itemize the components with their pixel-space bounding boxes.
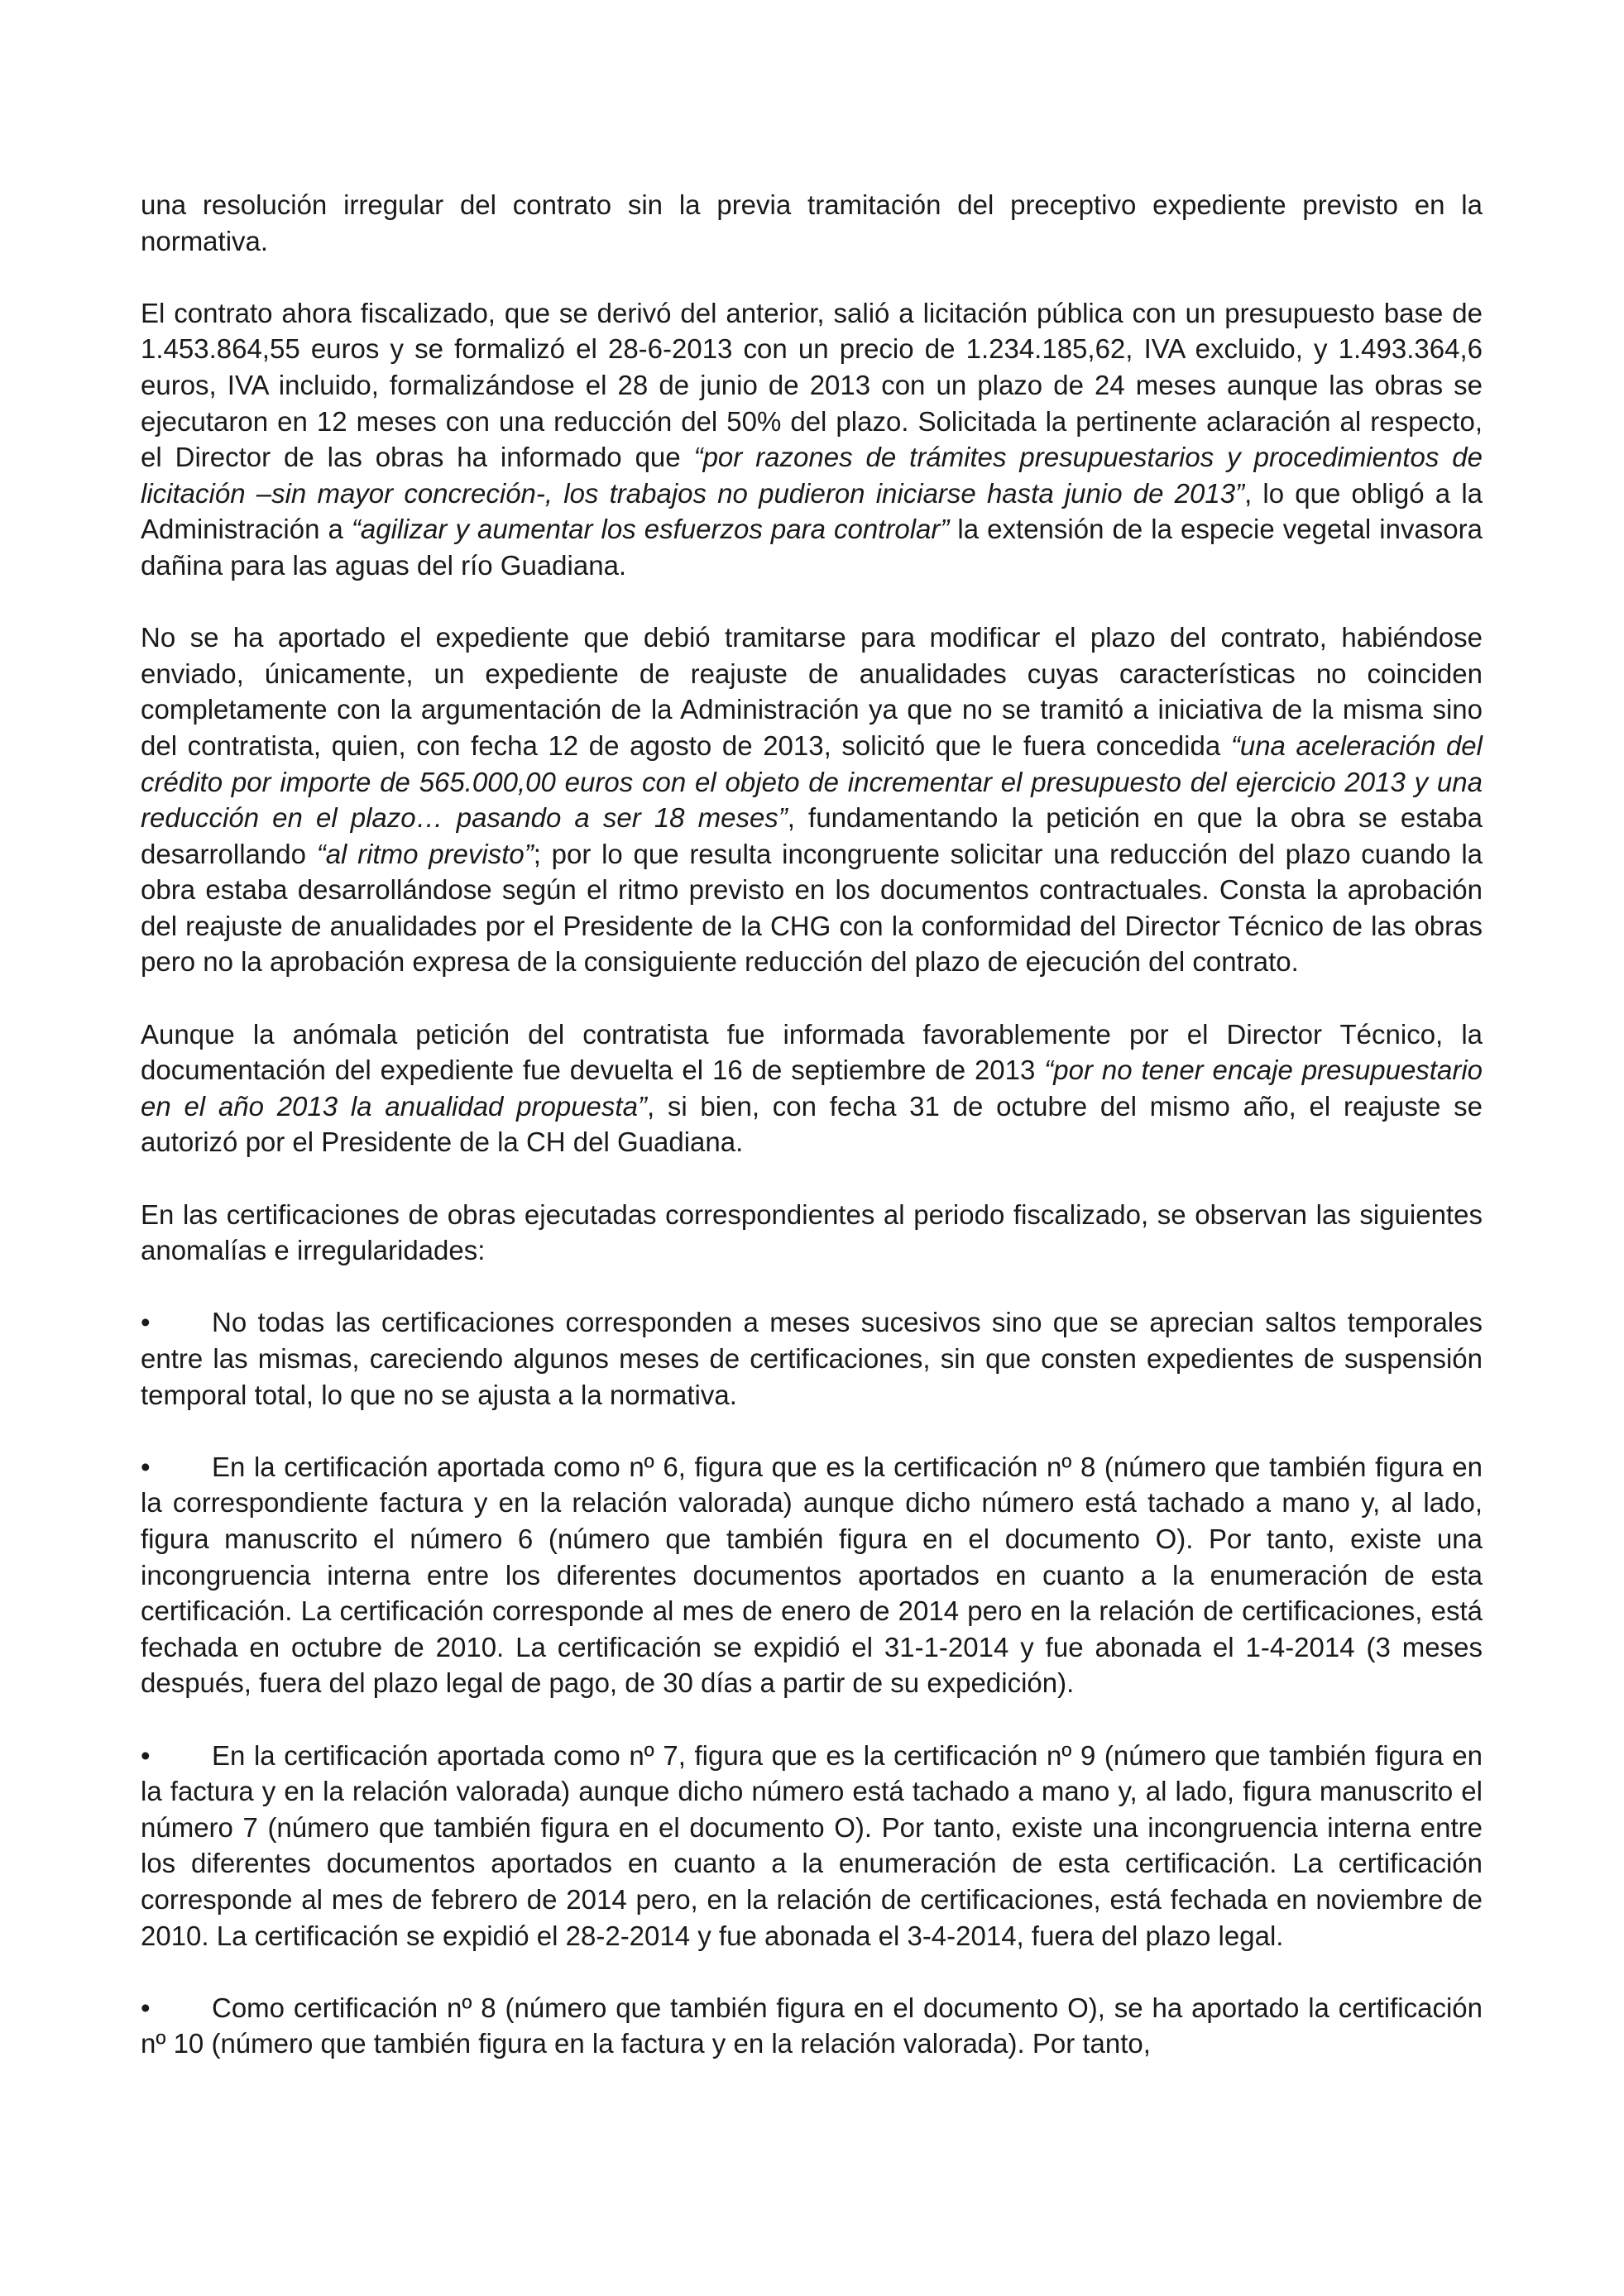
quote-director: “por razones de trámites presupuestarios y procedimientos de licitación –sin mayor concreción-, los trabajos no pudieron iniciarse hasta junio de 2013” bbox=[141, 442, 1483, 509]
paragraph-text: Aunque la anómala petición del contratista fue informada favorablemente por el Director Técnico, la documentación del expediente fue devuelta el 16 de septiembre de 2013 bbox=[141, 1018, 1483, 1086]
quote-encaje: “por no tener encaje presupuestario en el año 2013 la anualidad propuesta” bbox=[141, 1055, 1483, 1122]
bullet-item bbox=[141, 1990, 1483, 2062]
bullet-text: En la certificación aportada como nº 7, figura que es la certificación nº 9 (número que también figura en la factura y en la relación valorada) aunque dicho número está tachado a mano y, al lado, figura manuscrito el número 7 (número que también figura en el documento O). Por tanto, existe una incongruencia interna entre los diferentes documentos aportados en cuanto a la enumeración de esta certificación. La certificación corresponde al mes de febrero de 2014 pero, en la relación de certificaciones, está fechada en noviembre de 2010. La certificación se expidió el 28-2-2014 y fue abonada el 3-4-2014, fuera del plazo legal. bbox=[141, 1739, 1483, 1951]
bullet-marker: • bbox=[141, 1307, 151, 1338]
paragraph-expediente bbox=[141, 619, 1483, 980]
paragraph-text: , lo que obligó a la Administración a bbox=[141, 477, 1483, 545]
bullet-text: Como certificación nº 8 (número que también figura en el documento O), se ha aportado la certificación nº 10 (número que también figura en la factura y en la relación valorada). Por tanto, bbox=[141, 1992, 1483, 2059]
document-page bbox=[141, 187, 1483, 2097]
bullet-item bbox=[141, 1738, 1483, 1954]
bullet-text: No todas las certificaciones corresponden a meses sucesivos sino que se aprecian saltos temporales entre las mismas, careciendo algunos meses de certificaciones, sin que consten expedientes de suspensión temporal total, lo que no se ajusta a la normativa. bbox=[141, 1307, 1483, 1410]
quote-aceleracion: “una aceleración del crédito por importe de 565.000,00 euros con el objeto de incrementar el presupuesto del ejercicio 2013 y una reducción en el plazo… pasando a ser 18 meses” bbox=[141, 729, 1483, 834]
paragraph-text: una resolución irregular del contrato sin la previa tramitación del preceptivo expediente previsto en la normativa. bbox=[141, 189, 1483, 256]
bullet-item bbox=[141, 1449, 1483, 1701]
paragraph-text: , si bien, con fecha 31 de octubre del mismo año, el reajuste se autorizó por el Presidente de la CH del Guadiana. bbox=[141, 1090, 1483, 1158]
paragraph-contrato bbox=[141, 295, 1483, 584]
bullet-text: En la certificación aportada como nº 6, figura que es la certificación nº 8 (número que también figura en la correspondiente factura y en la relación valorada) aunque dicho número está tachado a mano y, al lado, figura manuscrito el número 6 (número que también figura en el documento O). Por tanto, existe una incongruencia interna entre los diferentes documentos aportados en cuanto a la enumeración de esta certificación. La certificación corresponde al mes de enero de 2014 pero en la relación de certificaciones, está fechada en octubre de 2010. La certificación se expidió el 31-1-2014 y fue abonada el 1-4-2014 (3 meses después, fuera del plazo legal de pago, de 30 días a partir de su expedición). bbox=[141, 1451, 1483, 1699]
bullet-marker: • bbox=[141, 1992, 151, 2023]
bullet-item bbox=[141, 1304, 1483, 1413]
paragraph-text: No se ha aportado el expediente que debió tramitarse para modificar el plazo del contrato, habiéndose enviado, únicamente, un expediente de reajuste de anualidades cuyas características no coinciden completamente con la argumentación de la Administración ya que no se tramitó a iniciativa de la misma sino del contratista, quien, con fecha 12 de agosto de 2013, solicitó que le fuera concedida bbox=[141, 622, 1483, 761]
paragraph-peticion bbox=[141, 1016, 1483, 1160]
paragraph-text: El contrato ahora fiscalizado, que se derivó del anterior, salió a licitación pública con un presupuesto base de 1.453.864,55 euros y se formalizó el 28-6-2013 con un precio de 1.234.185,62, IVA excluido, y 1.493.364,6 euros, IVA incluido, formalizándose el 28 de junio de 2013 con un plazo de 24 meses aunque las obras se ejecutaron en 12 meses con una reducción del 50% del plazo. Solicitada la pertinente aclaración al respecto, el Director de las obras ha informado que bbox=[141, 297, 1483, 473]
quote-ritmo: “al ritmo previsto” bbox=[316, 838, 534, 869]
bullet-marker: • bbox=[141, 1451, 151, 1482]
paragraph-resolucion bbox=[141, 187, 1483, 259]
paragraph-text: la extensión de la especie vegetal invasora dañina para las aguas del río Guadiana. bbox=[141, 514, 1483, 581]
paragraph-text: ; por lo que resulta incongruente solicitar una reducción del plazo cuando la obra estaba desarrollándose según el ritmo previsto en los documentos contractuales. Consta la aprobación del reajuste de anualidades por el Presidente de la CHG con la conformidad del Director Técnico de las obras pero no la aprobación expresa de la consiguiente reducción del plazo de ejecución del contrato. bbox=[141, 838, 1483, 978]
paragraph-certificaciones-intro bbox=[141, 1197, 1483, 1269]
quote-agilizar: “agilizar y aumentar los esfuerzos para controlar” bbox=[351, 514, 950, 545]
paragraph-text: , fundamentando la petición en que la obra se estaba desarrollando bbox=[141, 802, 1483, 869]
paragraph-text: En las certificaciones de obras ejecutadas correspondientes al periodo fiscalizado, se observan las siguientes anomalías e irregularidades: bbox=[141, 1198, 1483, 1266]
bullet-marker: • bbox=[141, 1739, 151, 1771]
